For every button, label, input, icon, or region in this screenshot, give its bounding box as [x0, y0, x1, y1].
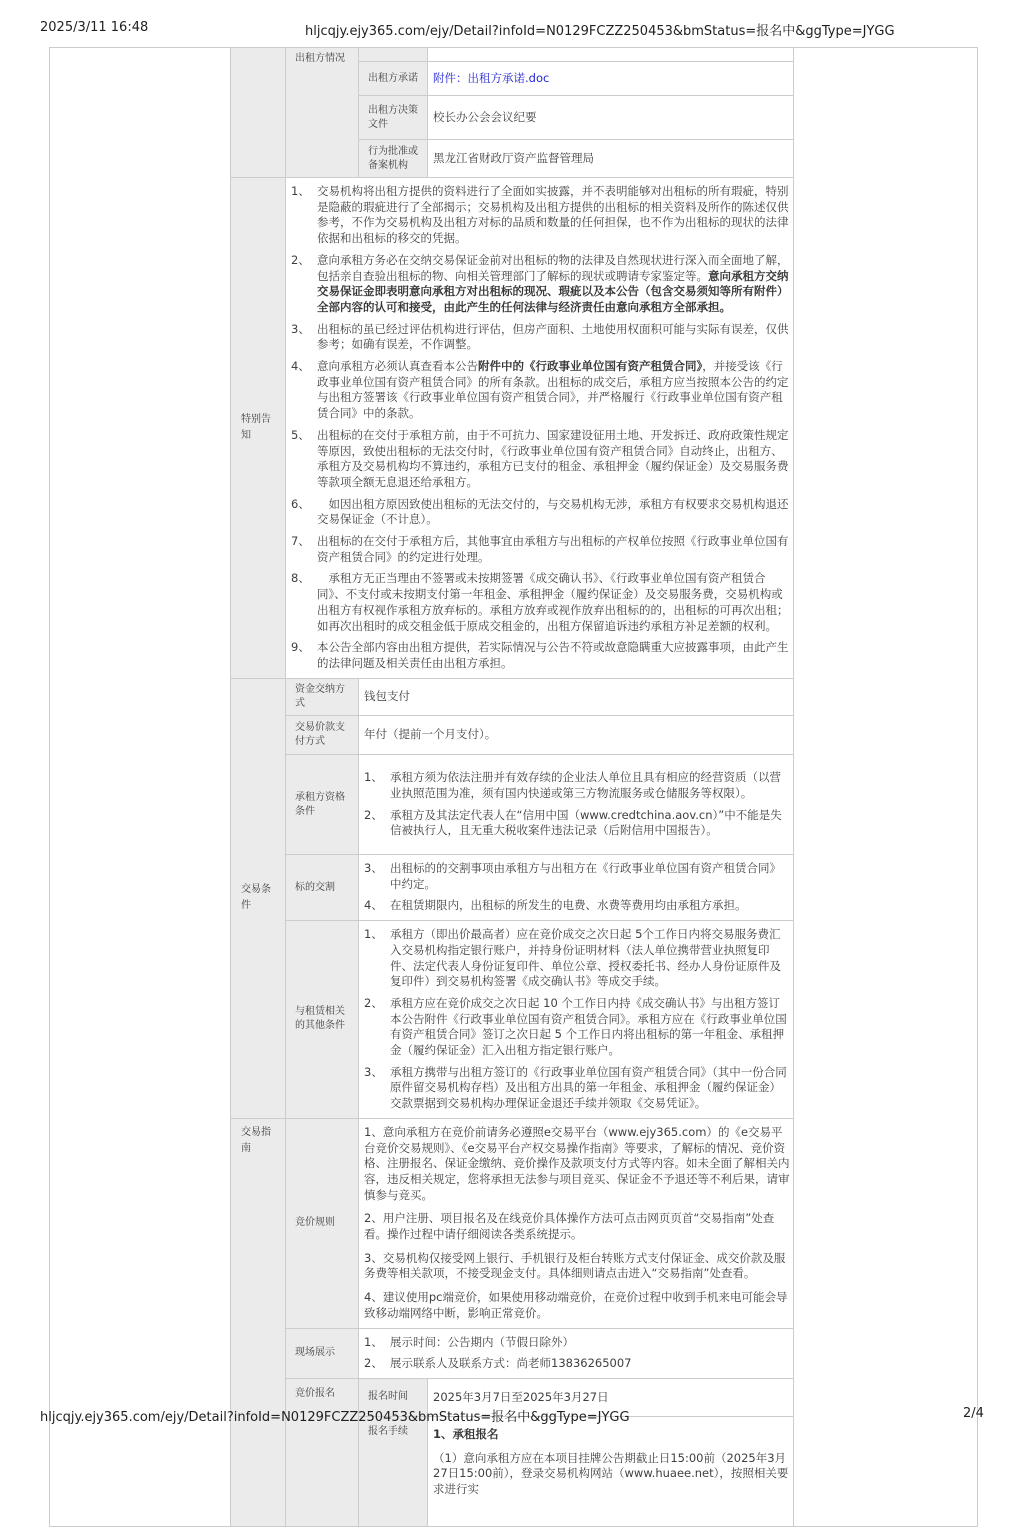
list-item: 1、 承租方须为依法注册并有效存续的企业法人单位且具有相应的经营资质（以营业执照范围为准，须有国内快递或第三方物流服务或仓储服务等权限）。 [364, 770, 781, 800]
list-item: 5、 出租标的在交付于承租方前，由于不可抗力、国家建设征用土地、开发拆迁、政府政策性规定等原因，致使出租标的无法交付时，《行政事业单位国有资产租赁合同》自动终止，出租方、承租方及交易机构均不算违约，承租方已支付的租金、承租押金（履约保证金）及交易服务费等款项全额无息退还给承租方。 [291, 427, 789, 489]
other-conditions-list [364, 927, 790, 1112]
approval-agency-label: 行为批准或备案机构 [359, 140, 428, 178]
lessor-section-label: 出租方情况 [286, 48, 359, 178]
commitment-value [428, 62, 794, 96]
price-payment-value: 年付（提前一个月支付）。 [359, 716, 794, 755]
decision-doc-label: 出租方决策文件 [359, 96, 428, 140]
list-item: 3、 承租方携带与出租方签订的《行政事业单位国有资产租赁合同》（其中一份合同原件留交易机构存档）及出租方出具的第一年租金、承租押金（履约保证金）交款票据到交易机构办理保证金退还手续并领取《交易凭证》。 [364, 1064, 787, 1111]
list-item: 2、 意向承租方务必在交纳交易保证金前对出租标的物的法律及自然现状进行深入而全面地了解，包括亲自查验出租标的物、向相关管理部门了解标的现状或聘请专家鉴定等。意向承租方交纳交易保证金即表明意向承租方对出租标的现况、瑕疵以及本公告（包含交易须知等所有附件）全部内容的认可和接受，由此产生的任何法律与经济责任由意向承租方全部承担。 [291, 252, 789, 314]
list-item: 1、 交易机构将出租方提供的资料进行了全面如实披露，并不表明能够对出租标的所有瑕疵，特别是隐蔽的瑕疵进行了全部揭示；交易机构及出租方提供的出租标的相关资料及所作的陈述仅供参考，不作为交易机构及出租方对标的品质和数量的任何担保，也不作为出租标的现状的法律依据和出租标的移交的凭据。 [291, 184, 789, 246]
list-item: 3、 出租标的虽已经过评估机构进行评估，但房产面积、土地使用权面积可能与实际有误差，仅供参考；如确有误差，不作调整。 [291, 321, 789, 352]
list-item: 1、承租报名 [433, 1426, 499, 1441]
list-item: 1、意向承租方在竞价前请务必遵照e交易平台（www.ejy365.com）的《e交易平台竞价交易规则》、《e交易平台产权交易操作指南》等要求，了解标的情况、竞价资格、注册报名、保证金缴纳、竞价操作及款项支付方式等内容。如未全面了解相关内容，违反相关规定，您将承担无法参与项目竞买、保证金不予退还等不利后果，请审慎参与竞买。 [364, 1124, 790, 1202]
special-notice-list [291, 184, 790, 672]
exhibition-label: 现场展示 [286, 1328, 359, 1378]
list-item: 2、 展示联系人及联系方式：尚老师13836265007 [364, 1356, 632, 1371]
list-item: 3、交易机构仅接受网上银行、手机银行及柜台转账方式支付保证金、成交价款及服务费等相关款项，不接受现金支付。具体细则请点击进入“交易指南”处查看。 [364, 1250, 786, 1281]
print-header-url: hljcqjy.ejy365.com/ejy/Detail?infoId=N0129FCZZ250453&bmStatus=报名中&ggType=JYGG [305, 24, 895, 39]
payment-method-label: 资金交纳方式 [286, 679, 359, 716]
guide-section-label: 交易指南 [231, 1118, 286, 1526]
empty-right-column [794, 48, 978, 1527]
list-item: 8、 承租方无正当理由不签署或未按期签署《成交确认书》、《行政事业单位国有资产租赁合同》、不支付或未按期支付第一年租金、承租押金（履约保证金）及交易服务费，交易机构或出租方有权视作承租方放弃标的。承租方放弃或视作放弃出租标的的，出租标的可再次出租；如再次出租时的成交租金低于原成交租金的，出租方保留追诉违约承租方补足差额的权利。 [291, 571, 789, 633]
delivery-label: 标的交割 [286, 855, 359, 921]
print-footer-url: hljcqjy.ejy365.com/ejy/Detail?infoId=N0129FCZZ250453&bmStatus=报名中&ggType=JYGG [40, 1410, 630, 1425]
registration-time-label: 报名时间 [359, 1378, 428, 1416]
table-row [50, 48, 978, 62]
bidding-rules-label: 竞价规则 [286, 1118, 359, 1328]
registration-procedure-content [428, 1416, 794, 1526]
registration-procedure-list [433, 1427, 790, 1498]
qualification-label: 承租方资格条件 [286, 755, 359, 855]
qualification-content [359, 755, 794, 855]
list-item: 2、 承租方及其法定代表人在“信用中国（www.credtchina.aov.cn）”中不能是失信被执行人，且无重大税收案件违法记录（后附信用中国报告）。 [364, 807, 782, 838]
bidding-rules-list [364, 1125, 790, 1322]
page-number: 2/4 [963, 1406, 984, 1421]
list-item: 4、 意向承租方必须认真查看本公告附件中的《行政事业单位国有资产租赁合同》，并接受该《行政事业单位国有资产租赁合同》的所有条款。出租标的成交后，承租方应当按照本公告的约定与出租方签署该《行政事业单位国有资产租赁合同》，并严格履行《行政事业单位国有资产租赁合同》中的条款。 [291, 359, 789, 421]
exhibition-list [364, 1335, 790, 1372]
delivery-list [364, 861, 790, 914]
list-item: 4、建议使用pc端竞价，如果使用移动端竞价，在竞价过程中收到手机来电可能会导致移动端网络中断，影响正常竞价。 [364, 1290, 788, 1320]
list-item: 9、 本公告全部内容由出租方提供，若实际情况与公告不符或故意隐瞒重大应披露事项，由此产生的法律问题及相关责任由出租方承担。 [291, 640, 789, 670]
print-date: 2025/3/11 16:48 [40, 20, 149, 35]
decision-doc-value: 校长办公会会议纪要 [428, 96, 794, 140]
special-notice-content [286, 178, 794, 679]
empty-left-column [50, 48, 231, 1527]
conditions-section-label: 交易条件 [231, 679, 286, 1119]
qualification-list [364, 770, 790, 839]
exhibition-content [359, 1328, 794, 1378]
commitment-doc-link[interactable]: 附件：出租方承诺.doc [433, 70, 550, 85]
approval-agency-value: 黑龙江省财政厅资产监督管理局 [428, 140, 794, 178]
delivery-content [359, 855, 794, 921]
announcement-table [49, 47, 978, 1527]
list-item: 7、 出租标的在交付于承租方后，其他事宜由承租方与出租标的产权单位按照《行政事业单位国有资产租赁合同》的约定进行处理。 [291, 534, 789, 564]
sliver-content-cell [428, 48, 794, 62]
list-item: 6、 如因出租方原因致使出租标的无法交付的，与交易机构无涉，承租方有权要求交易机构退还交易保证金（不计息）。 [291, 496, 789, 527]
list-item: 2、用户注册、项目报名及在线竞价具体操作方法可点击网页页首“交易指南”处查看。操作过程中请仔细阅读各类系统提示。 [364, 1211, 775, 1242]
sliver-label-cell [359, 48, 428, 62]
list-item: 1、 承租方（即出价最高者）应在竞价成交之次日起 5个工作日内将交易服务费汇入交易机构指定银行账户，并持身份证明材料（法人单位携带营业执照复印件、法定代表人身份证复印件、单位公章、授权委托书、经办人身份证原件及复印件）到交易机构签署《成交确认书》等成交手续。 [364, 927, 781, 989]
list-item: （1）意向承租方应在本项目挂牌公告期截止日15:00前（2025年3月27日15:00前），登录交易机构网站（www.huaee.net），按照相关要求进行实 [433, 1450, 789, 1497]
registration-time-value: 2025年3月7日至2025年3月27日 [428, 1378, 794, 1416]
bidding-rules-content [359, 1118, 794, 1328]
lessor-section-blank-cell [231, 48, 286, 178]
other-conditions-content [359, 921, 794, 1119]
special-notice-section-label: 特别告知 [231, 178, 286, 679]
list-item: 4、 在租赁期限内，出租标的所发生的电费、水费等费用均由承租方承担。 [364, 898, 747, 913]
registration-label: 竞价报名 [286, 1378, 359, 1526]
list-item: 3、 出租标的的交割事项由承租方与出租方在《行政事业单位国有资产租赁合同》中约定。 [364, 861, 781, 891]
commitment-label: 出租方承诺 [359, 62, 428, 96]
registration-procedure-label: 报名手续 [359, 1416, 428, 1526]
payment-method-value: 钱包支付 [359, 679, 794, 716]
list-item: 2、 承租方应在竞价成交之次日起 10 个工作日内持《成交确认书》与出租方签订本公告附件《行政事业单位国有资产租赁合同》。承租方应在《行政事业单位国有资产租赁合同》签订之次日起 5 个工作日内将出租标的第一年租金、承租押金（履约保证金）汇入出租方指定银行账户。 [364, 995, 787, 1058]
list-item: 1、 展示时间：公告期内（节假日除外） [364, 1334, 574, 1349]
price-payment-label: 交易价款支付方式 [286, 716, 359, 755]
other-conditions-label: 与租赁相关的其他条件 [286, 921, 359, 1119]
